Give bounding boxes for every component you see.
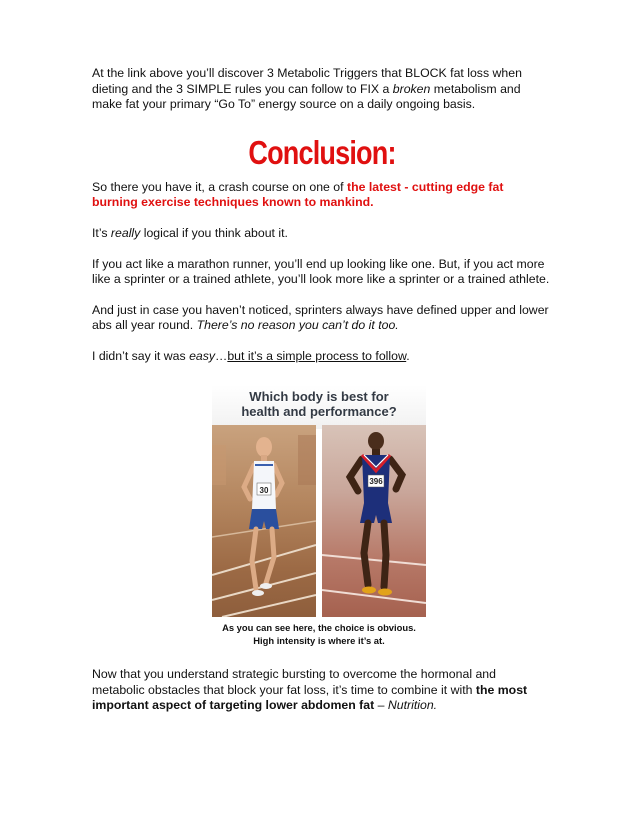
para1-highlight: the latest - cutting edge fat burning exercise techniques known to mankind.	[92, 179, 504, 210]
figure-title-line2: health and performance?	[241, 404, 397, 419]
sprinter-illustration	[322, 425, 426, 617]
para1-text: So there you have it, a crash course on one of	[92, 179, 347, 194]
intro-text-after: metabolism and make fat your primary “Go To” energy source on a daily ongoing basis.	[92, 81, 521, 112]
paragraph-nutrition	[92, 667, 552, 714]
final-dash: –	[374, 698, 388, 713]
intro-paragraph	[92, 66, 552, 113]
figure-title-line1: Which body is best for	[249, 389, 389, 404]
para5-italic: easy	[189, 348, 216, 363]
caption-line2: High intensity is where it’s at.	[253, 634, 385, 646]
left-bib-number: 30	[259, 486, 269, 495]
para5-underlined: but it’s a simple process to follow	[227, 348, 407, 363]
body-text	[92, 66, 552, 365]
para5-text-before: I didn’t say it was	[92, 348, 190, 363]
paragraph-logical	[92, 226, 552, 242]
marathon-runner-illustration	[212, 425, 316, 617]
caption-line1: As you can see here, the choice is obvious.	[222, 622, 416, 633]
para5-text-after: .	[406, 348, 410, 363]
para4-italic: There’s no reason you can’t do it too.	[196, 318, 399, 333]
intro-italic: broken	[392, 81, 431, 96]
paragraph-sprinters	[92, 303, 552, 334]
para2-text-after: logical if you think about it.	[140, 225, 288, 240]
figure-caption	[92, 622, 546, 647]
paragraph-easy	[92, 349, 552, 365]
figure-banner	[212, 385, 426, 429]
sprinter-photo	[322, 425, 426, 617]
paragraph-crash-course	[92, 180, 552, 211]
paragraph-marathon: If you act like a marathon runner, you’ll end up looking like one. But, if you act more like a sprinter or a trained athlete, you’ll look more like a sprinter or a trained athlete.	[92, 256, 550, 287]
marathon-runner-photo	[212, 425, 316, 617]
para4-text: And just in case you haven’t noticed, sprinters always have defined upper and lower abs all year round.	[92, 302, 549, 333]
conclusion-heading: Conclusion:	[248, 133, 396, 171]
para2-text-before: It’s	[92, 225, 111, 240]
comparison-figure	[212, 385, 426, 617]
para5-ellipsis: …	[215, 348, 228, 363]
right-bib-number: 396	[369, 477, 383, 486]
para2-italic: really	[110, 225, 141, 240]
final-italic: Nutrition.	[387, 698, 438, 713]
intro-text: At the link above you’ll discover 3 Metabolic Triggers that BLOCK fat loss when dieting and the 3 SIMPLE rules you can follow to FIX a	[92, 66, 522, 96]
final-text: Now that you understand strategic bursting to overcome the hormonal and metabolic obstacles that block your fat loss, it’s time to combine it with	[92, 667, 496, 697]
final-bold: the most important aspect of targeting lower abdomen fat	[92, 682, 528, 713]
